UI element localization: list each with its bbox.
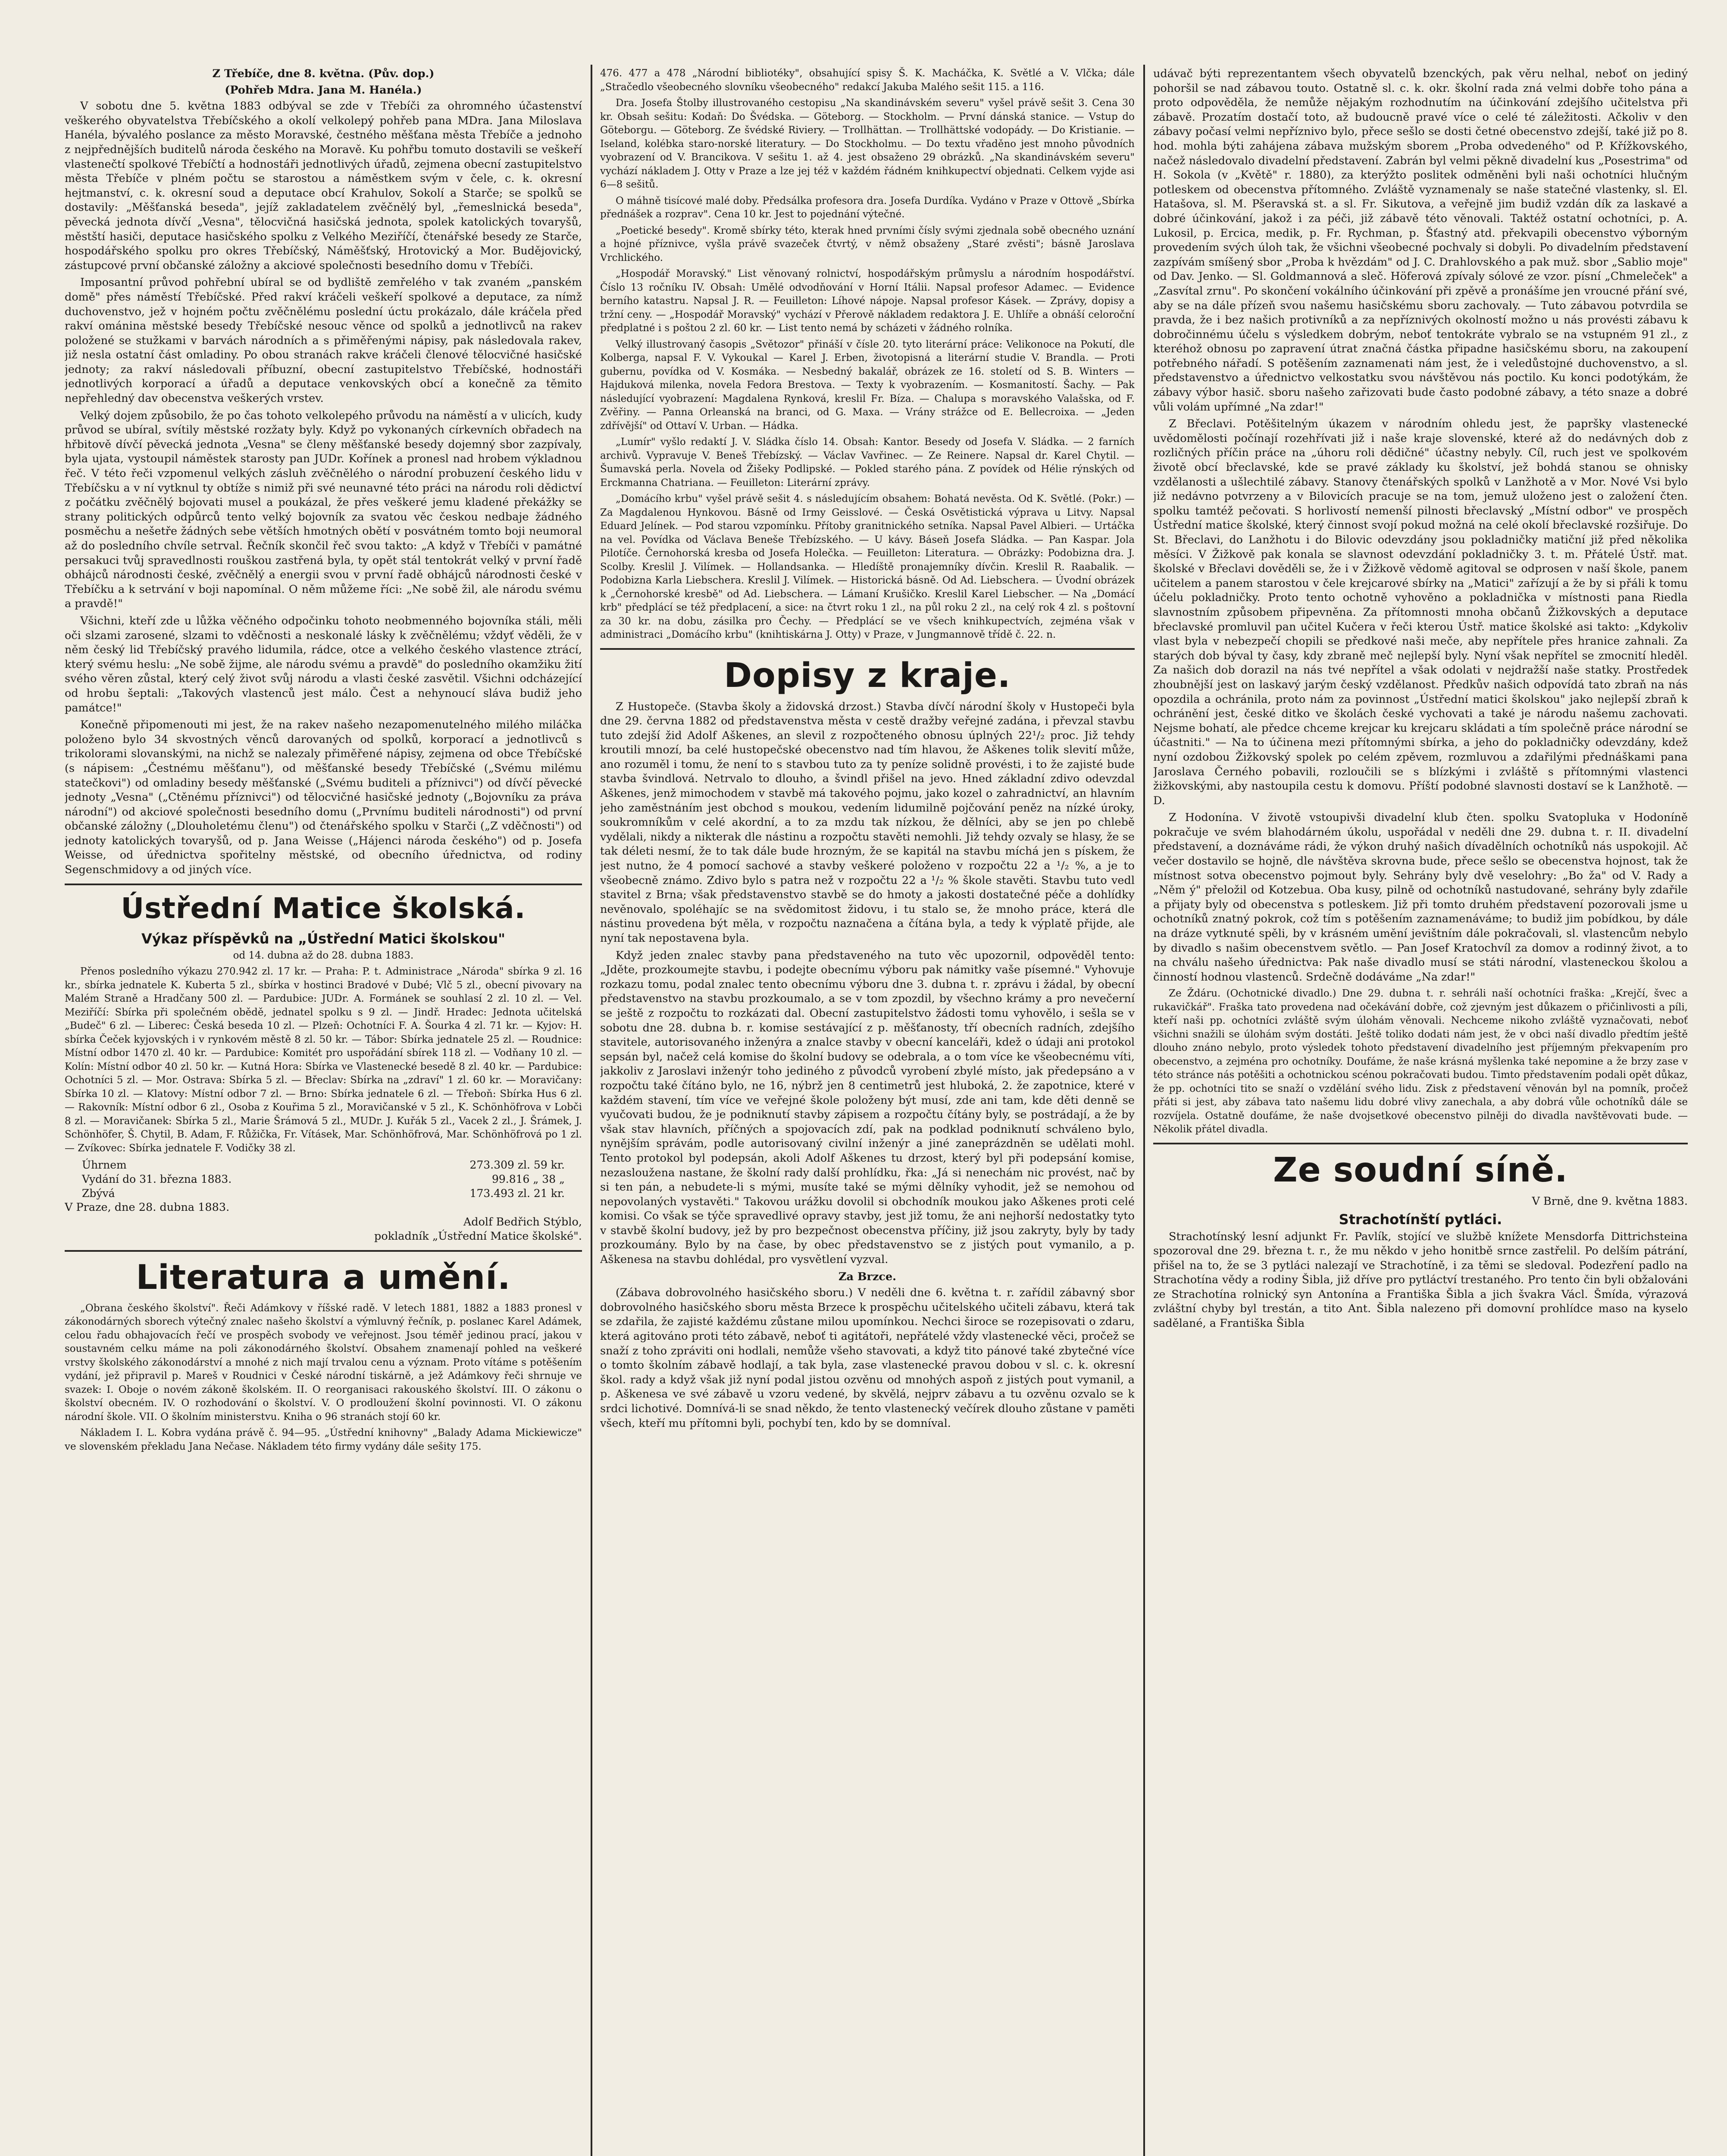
- totals-label: Úhrnem: [82, 1159, 127, 1172]
- soud-dateline-wrap: [1153, 1194, 1688, 1209]
- section-divider: [65, 884, 582, 885]
- totals-row: [65, 1186, 582, 1200]
- section-divider: [65, 1250, 582, 1252]
- article-paragraph: Imposantní průvod pohřební ubíral se od bydliště zemřelého v tak zvaném „panském domě" přes náměstí Třebíčské. Před rakví kráčeli veškeří spolkové a deputace, za nímž duchovenstvo, jež v hojném počtu zvěčnělému poslední úctu prokázalo, dále kráčela před rakví ománina městské besedy Třebíčské nesouc věnce od spolků a jednotlivců na rakev položené se stužkami v barvách národních a s přiměřenými nápisy, pak následovala rakev, již nesla ostatní část omladiny. Po obou stranách rakve kráčeli členové tělocvičné hasičské jednoty; za rakví následovali příbuzní, obecní zastupitelstvo Třebíčské, hodnostáři jednotlivých korporací a úřadů a deputace venkovských obcí a konečně za těmito nepřehledný dav obecenstva veškerých vrstev.: [65, 276, 582, 405]
- section-divider: [600, 648, 1135, 650]
- literatura-cont-paragraph: Dra. Josefa Štolby illustrovaného cestopisu „Na skandinávském severu" vyšel právě sešit 3. Cena 30 kr. Obsah sešitu: Kodaň: Do Švédska. — Göteborg. — Stockholm. — První dánská stanice. — Vstup do Göteborgu. — Göteborg. Ze švédské Riviery. — Trollhättan. — Trollhättské vodopády. — Do Kristianie. — Iseland, kolébka staro-norské literatury. — Do Stockholmu. — Do textu vřaděno jest mnoho původních vyobrazení od V. Brancikova. V sešitu 1. až 4. jest obsaženo 29 obrázků. „Na skandinávském severu" vychází nákladem J. Otty v Praze a lze jej též v každém řádném knihkupectví objednati. Celkem vyjde asi 6—8 sešitů.: [600, 97, 1135, 190]
- dopis-title-brzce: Za Brzce.: [838, 1270, 897, 1283]
- totals-value: 173.493 zl. 21 kr.: [469, 1187, 565, 1200]
- literatura-cont-paragraph: 476. 477 a 478 „Národní bibliotéky", obsahující spisy Š. K. Macháčka, K. Světlé a V. Vlčka; dále „Stračedlo všeobecného slovníku všeobecného" redakcí Jakuba Malého sešit 115. a 116.: [600, 68, 1135, 93]
- totals-label: Vydání do 31. března 1883.: [82, 1173, 232, 1186]
- section-headline-literatura: Literatura a umění.: [136, 1258, 511, 1297]
- literatura-paragraph: „Obrana českého školství". Řeči Adámkovy v říšské radě. V letech 1881, 1882 a 1883 pronesl v zákonodárných sborech výtečný znalec našeho školství a výmluvný řečník, p. poslanec Karel Adámek, celou řadu obhajovacích řečí ve prospěch svobody ve veřejnost. Jsou téměř jedinou prací, jakou v soustavném celku máme na poli zákonodárného školství. Obsahem znamenají pohled na veškeré vrstvy školského zákonodárství a mnohé z nich mají trvalou cenu a význam. Proto vítáme s potěšením vydání, jež připravil p. Mareš v Roudnici v České národní tiskárně, a jež Adámkovy řeči shrnuje ve svazek: I. Oboje o novém zákoně školském. II. O reorganisaci rakouského školství. III. O zákonu o školství obecném. IV. O rozhodování o školství. V. O prodloužení školní povinnosti. VI. O zákonu národní škole. VII. O školním ministerstvu. Kniha o 96 stranách stojí 60 kr.: [65, 1302, 582, 1423]
- matice-signature: [65, 1200, 582, 1244]
- dopisy-paragraph: Když jeden znalec stavby pana představeného na tuto věc upozornil, odpověděl tento: „Jděte, prozkoumejte stavbu, i podejte obecnímu výboru pak námitky vaše písemné." Vyhovuje rozkazu tomu, podal znalec tento obecnímu výboru dne 3. dubna t. r. zprávu i žádal, by obecní představenstvo na stavbu prozkoumalo, a se v tom zpozdil, by všechno krámy a pro nevečerní se ještě z rozpočtu to rozkázati dal. Obecní zastupitelstvo žádosti tomu vyhovělo, i sešla se v sobotu dne 28. dubna b. r. komise sestávající z p. měšťanosty, tří obecních radních, zdejšího stavitele, autorisovaného inženýra a znalce stavby v obecní kanceláři, kdež o údaji ani protokol sepsán byl, načež celá komise do školní budovy se odebrala, a o tom více ke všeobecnému víti, jakkoliv z Jaroslavi inženýr toho jediného z původců vyrobení zbylé místo, jak předepsáno a v rozpočtu také čítáno bylo, ne 16, nýbrž jen 8 centimetrů jest hluboká, 2. že zapotnice, které v každém stavení, tím více ve veřejné škole položeny být musí, zde ani tam, kde děti denně se vyučovati budou, že je podniknutí stavby zápisem a rozpočtu čítány byly, se postrádají, a že by však stav hlavních, příčných a spojovacích zdí, pak na podklad podniknutí schváleno bylo, nynějším správám, podle autorisovaný civilní inženýr a jiné zaneprázdněn se udělati mohl. Tento protokol byl podepsán, akoli Adolf Aškenes tu drzost, který byl při podepsání komise, nezasloužena nastane, že školní rady další prohlídku, řka: „Já si nenechám nic provést, nač by si ten pán, a nebudete-li s mými, musíte také se mými dělníky vyhodit, jež se nemohou od nepovolaných vystavěti." Takovou urážku dovolil si obchodník moukou jako Aškenes proti celé komisi. Co však se týče spravedlivé opravy stavby, jest již tomu, že ani nejhorší nedostatky tyto v stavbě školní budovy, jež by pro bezpečnost obecenstva příčiny, již jsou zakryty, byly by tady prozkoumány. Bylo by na čase, by obec představenstvo se z jistých pout vymanilo, a p. Aškenesa na stavbu dohlédal, pro vysvětlení vyzval.: [600, 949, 1135, 1266]
- signature-date: V Praze, dne 28. dubna 1883.: [65, 1201, 230, 1214]
- article-paragraph: Konečně připomenouti mi jest, že na rakev našeho nezapomenutelného milého miláčka položeno bylo 34 skvostných věnců darovaných od spolků, korporací a jednotlivců s trikolorami slovanskými, na nichž se nalezaly přiměřené nápisy, zejmena od obce Třebíčské (s nápisem: „Čestnému měšťanu"), od měšťanské besedy Třebíčské („Svému milému statečkovi") od omladiny besedy měšťanské („Svému buditeli a příznivci") od dívčí pěvecké jednoty „Vesna" („Ctěnému příznivci") od tělocvičné hasičské jednoty („Bojovníku za práva národní") od akciové společnosti besedního domu („Prvnímu buditeli národnosti") od první občanské záložny („Dlouholetému členu") od čtenářského spolku v Starči („Z vděčnosti") od jednoty katolických tovaryšů, od p. Jana Weisse („Hájenci národa českého") od p. Josefa Weisse, od úřednictva spořitelny městské, od obecního úřednictva, od rodiny Segenschmidovy a od jiných více.: [65, 718, 582, 877]
- section-headline-soud: Ze soudní síně.: [1273, 1150, 1568, 1190]
- matice-totals: [65, 1158, 582, 1200]
- literatura-cont-paragraph: „Poetické besedy". Kromě sbírky této, kterak hned prvními čísly svými zjednala sobě obecného uznání a hojné příznivce, vyšla právě svazeček čtvrtý, v němž obsaženy „Staré zvěsti"; básně Jaroslava Vrchlického.: [600, 225, 1135, 263]
- dopisy-paragraph: Z Hustopeče. (Stavba školy a židovská drzost.) Stavba dívčí národní školy v Hustopeči byla dne 29. června 1882 od představenstva města v cestě dražby veřejné zadána, i převzal stavbu tuto zdejší žid Adolf Aškenes, an slevil z rozpočteného obnosu úplných 22¹/₂ proc. Již tehdy kroutili mnozí, ba celé hustopečské obecenstvo nad tím hlavou, že Aškenes tolik slevití může, ano rozuměl i tomu, že není to s stavbou tuto za ty peníze solidně provésti, i to že zajisté bude stavba švindlová. Netrvalo to dlouho, a švindl přišel na jevo. Hned základní zdivo odevzdal Aškenes, jenž mimochodem v stavbě má takového pojmu, jako kozel o zahradnictví, an hlavním jeho zaměstnáním jest obchod s moukou, vedením lidumilně pojčování peněz na nízké úroky, soukromníkům v celé akordní, a to za mzdu tak nízkou, že dělníci, aby se jen po chlebě vydělali, nikdy a nikterak dle nástinu a rozpočtu stavěti nemohli. Již tehdy ozvaly se hlasy, že se tak déleti nesmí, že to tak dále bude hrozným, že se kapitál na stavbu míchá jen s pískem, že jest nutno, že 4 pomocí sachové a stavby veškeré položeno v rozpočtu 22 a ¹/₂ %, a je to všeobecně známo. Zdivo bylo s patra než v rozpočtu 22 a ¹/₂ % škole stavěti. Stavbu tuto vedl stavitel z Brna; však představenstvo stavbě se do hmoty a jakosti dostatečné péče a dohlídky nevěnovalo, spoléhajíc se na svědomitost židovu, i tu stalo se, že mnoho práce, která dle nástinu provedena být měla, v rozpočtu naznačena a čítána byla, a tedy k výplatě přijde, ale nyní tak nepostavena byla.: [600, 700, 1135, 945]
- article-paragraph: Všichni, kteří zde u lůžka věčného odpočinku tohoto neobmenného bojovníka stáli, měli oči slzami zarosené, slzami to vděčnosti a neskonalé lásky k zvěčnělému; vždyť věděli, že v něm český lid Třebíčský pravého lidumila, rádce, otce a velkého českého vlastence ztrácí, který svému heslu: „Ne sobě žijme, ale národu svému a pravdě" do posledního okamžiku žití svého věren zůstal, který celý život svůj národu a vlasti české zasvětil. Všichni odcházející od hrobu šeptali: „Takových vlastenců jest málo. Čest a nehynoucí sláva budiž jeho památce!": [65, 614, 582, 714]
- literatura-paragraph: Nákladem I. L. Kobra vydána právě č. 94—95. „Ústřední knihovny" „Balady Adama Mickiewicze" ve slovenském překladu Jana Nečase. Nákladem této firmy vydány dále sešity 175.: [65, 1427, 582, 1452]
- literatura-cont-paragraph: O máhně tisícové malé doby. Předsálka profesora dra. Josefa Durdíka. Vydáno v Praze v Ottově „Sbírka přednášek a rozprav". Cena 10 kr. Jest to pojednání výtečné.: [600, 195, 1135, 220]
- signature-role: pokladník „Ústřední Matice školské".: [374, 1230, 582, 1243]
- dopisy-paragraph: (Zábava dobrovolného hasičského sboru.) V neděli dne 6. května t. r. zařídil zábavný sbor dobrovolného hasičského sboru města Brzece k prospěchu učitelského učiteli zábavu, která tak se zdařila, že zajisté každému zůstane milou upomínkou. Nechci široce se rozepisovati o zdaru, která agitováno proti této zábavě, neboť ti agitátoři, nepřátelé vždy vlastenecké věci, pročež se snaží z toho zpráviti oni hodlali, nemůže všeho stavovati, a když tito pánové také zbytečné více o tomto školním zábavě hodlají, a tak byla, zase vlastenecké pravou dobou v sl. c. k. okresní škol. rady a když však již nyní podal jistou ozvěnu od mnohých aspoň z jistých pout vymanil, a p. Aškenesa ve své zábavě u vzoru vedené, by skvělá, nejprv zábavu a tu ozvěnu ozvalo se k srdci lichotivé. Domnívá-li se snad někdo, že tento vlastenecký večírek dlouho zůstane v paměti všech, kteří mu přítomni byli, pochybí ten, kdo by se domníval.: [600, 1286, 1135, 1430]
- totals-value: 273.309 zl. 59 kr.: [469, 1159, 565, 1172]
- column-rule-left: [591, 65, 592, 2156]
- section-headline-matice: Ústřední Matice školská.: [121, 891, 526, 925]
- signature-name: Adolf Bedřich Stýblo,: [463, 1215, 582, 1228]
- article-paragraph: V sobotu dne 5. května 1883 odbýval se zde v Třebíči za ohromného účastenství veškerého obyvatelstva Třebíčského a okolí velkolepý pohřeb pana MDra. Jana Miloslava Hanéla, bývalého poslance za město Moravské, čestného měšťana města Třebíče a jednoho z nejpřednějších buditelů národa českého na Moravě. Ku pohřbu tomuto dostavili se veškeří vlastenečtí spolkové Třebíčtí a hodnostáři jednotlivých úřadů, zejmena obecní zastupitelstvo města Třebíče v plném počtu se starostou a náměstkem svým v čele, c. k. okresní hejtmanství, c. k. okresní soud a deputace obcí Krahulov, Sokolí a Starče; se spolků se dostavily: „Měšťanská beseda", jejíž zakladatelem zvěčnělý byl, „řemeslnická beseda", pěvecká jednota dívčí „Vesna", tělocvičná hasičská jednota, spolek katolických tovaryšů, městští hasiči, deputace hasičského spolku z Velkého Meziříčí, čtenářské besedy ze Starče, hospodářského spolku pro okres Třebíčský, Náměšťský, Hrotovický a Mor. Budějovický, zástupcové první občanské záložny a akciové společnosti besedního domu v Třebíči.: [65, 100, 582, 272]
- literatura-cont-paragraph: „Hospodář Moravský." List věnovaný rolnictví, hospodářským průmyslu a národním hospodářství. Číslo 13 ročníku IV. Obsah: Umělé odvodňování v Horní Itálii. Napsal profesor Adamec. — Evidence berního katastru. Napsal J. R. — Feuilleton: Líhové nápoje. Napsal profesor Kásek. — Zprávy, dopisy a tržní ceny. — „Hospodář Moravský" vychází v Přerově nákladem redaktora J. E. Uhlíře a obnáší celoroční předplatné i s poštou 2 zl. 60 kr. — List tento nemá by scházeti v žádného rolníka.: [600, 268, 1135, 334]
- totals-row: [65, 1172, 582, 1186]
- article-paragraph: Velký dojem způsobilo, že po čas tohoto velkolepého průvodu na náměstí a v ulicích, kudy průvod se ubíral, svítily městské rozžaty byly. Když po vykonaných církevních obřadech na hřbitově dívčí pěvecká jednota „Vesna" se členy měšťanské besedy dojemný sbor zazpívaly, byla ujata, vystoupil náměstek starosty pan JUDr. Kořínek a pronesl nad hrobem výkladnou řeč. V této řeči vzpomenul velkých zásluh zvěčnělého o národní probuzení českého lidu v Třebíčsku a v ní vytknul ty obtíže s nimiž při své neunavné této práci na národu roli dědictví z počátku zvěčnělý bojovati musel a poukázal, že přes veškeré jemu kladené překážky se strany politických odpůrců tento velký bojovník za svatou věc českou nedbaje žádného posměchu a nešetře žádných sebe větších hmotných obětí v posvátném tomto boji neumoral až do posledního chvíle setrval. Řečník skončil řeč svou takto: „A když v Třebíči v památné persakuci tvůj spravedlnosti rouškou zastřená byla, ty opět stál tentokrát velký v první řadě obhájců národnosti české, zvěčnělý a energii svou v první řadě obhájců národnosti české v Třebíčku a k setrvání v boji napomínal. O něm můžeme říci: „Ne sobě žil, ale národu svému a pravdě!": [65, 409, 582, 611]
- soud-dateline: V Brně, dne 9. května 1883.: [1532, 1194, 1688, 1208]
- literatura-cont-paragraph: „Lumír" vyšlo redaktí J. V. Sládka číslo 14. Obsah: Kantor. Besedy od Josefa V. Sládka. — 2 farních archivů. Vypravuje V. Beneš Třebízský. — Václav Vavřinec. — Ze Reinere. Napsal dr. Karel Chytil. — Šumavská perla. Novela od Žišeky Podlipské. — Pokled starého pána. Z povídek od Hélie rýnských od Erckmanna Chatriana. — Feuilleton: Literární zprávy.: [600, 436, 1135, 489]
- article-title-pohreb: (Pohřeb Mdra. Jana M. Hanéla.): [225, 83, 422, 97]
- column-2: [600, 67, 1135, 2156]
- totals-label: Zbývá: [82, 1187, 115, 1200]
- soud-subhead: Strachotínští pytláci.: [1339, 1211, 1502, 1228]
- dopisy-cont-paragraph: udávač býti reprezentantem všech obyvatelů bzenckých, pak věru nelhal, neboť on jediný pohoršil se nad zábavou touto. Ostatně sl. c. k. okr. školní rada zná velmi dobře toho pána a proto odpověděla, že nemůže nějakým rozhodnutím na účinkování zdejšího učitelstva při zábavě. Prozatím dostačí toto, až budoucně pravé více o celé té záležitosti. Ačkoliv v den zábavy počasí velmi nepříznivo bylo, přece sešlo se dosti četné obecenstvo zdejší, také již po 8. hod. mohla býti zahájena zábava mužským sborem „Proba odvedeného" od P. Křížkovského, načež následovalo divadelní představení. Zabrán byl velmi pěkně divadelní kus „Posestrima" od H. Sokola (v „Květě" r. 1880), za kterýžto poslitek odměněni byli naši ochotníci hlučným potleskem od obecenstva přítomného. Zvláště vyznamenaly se naše statečné vlastenky, sl. El. Hatašova, sl. M. Pšeravská st. a sl. Fr. Sikutova, a veřejně jim budiž vzdán dík za laskavé a dobré účinkování, jakož i za péči, již zábavě této věnovali. Taktéž ostatní ochotníci, p. A. Lukosil, p. Ercica, medik, p. Fr. Rychman, p. Šťastný atd. překvapili obecenstvo výborným provedením svých úloh tak, že všichni všeobecné pochvaly si dobyli. Po divadelním představení zazpívám smíšený sbor „Proba k hvězdám" od J. C. Drahlovského a pak muž. sbor „Sablio moje" od Dav. Jenko. — Sl. Goldmannová a sleč. Höferová zpívaly sólové ze vzor. písní „Chmeleček" a „Zasvítal zrnu". Po skončení vokálního účinkování při zpěvě a pronášíme jen vroucné přání své, aby se na dále přízeň svou našemu hasičskému sboru zachovaly. — Tuto zábavou potvrdila se pravda, že i bez našich protivníků a za nepříznivých okolností možno u nás provésti zábavu k dobročinnému účelu s výsledkem dobrým, neboť tentokráte vybralo se na vstupném 91 zl., z kteréhož obnosu po zapravení útrat značná částka připadne hasičskému sboru, na zakoupení potřebného nářadí. S potěšením zaznamenati nám jest, že i veledůstojné duchovenstvo, a sl. představenstvo a úřednictvo velkostatku svou návštěvou nás poctilo. Ku konci podotýkám, že zábavy výbor hasič. sboru našeho zařizovati bude často podobné zábavy, a této snaze a dobré vůli volám upřímné „Na zdar!": [1153, 67, 1688, 414]
- literatura-cont-paragraph: „Domácího krbu" vyšel právě sešit 4. s následujícím obsahem: Bohatá nevěsta. Od K. Světlé. (Pokr.) — Za Magdalenou Hynkovou. Básně od Irmy Geisslové. — Česká Osvětistická výprava u Litvy. Napsal Eduard Jelínek. — Pod starou vzpomínku. Přítoby granitnického setníka. Napsal Pavel Albieri. — Urtáčka na vel. Povídka od Václava Beneše Třebízského. — U kávy. Báseň Josefa Sládka. — Pan Kaspar. Jola Pilotíče. Černohorská kresba od Josefa Holečka. — Feuilleton: Literatura. — Obrázky: Podobizna dra. J. Scolby. Kreslil J. Vilímek. — Hollandsanka. — Hledíště pronajemníky dívčin. Kreslil R. Raabalik. — Podobizna Karla Liebschera. Kreslil J. Vilímek. — Historická básně. Od Ad. Liebschera. — Úvodní obrázek k „Černohorské kresbě" od Ad. Liebschera. — Lámaní Krušičko. Kreslil Karel Liebscher. — Na „Domácí krb" předplácí se též předplacení, a sice: na čtvrt roku 1 zl., na půl roku 2 zl., na celý rok 4 zl. s poštovní za 30 kr. na dobu, zásilka pro Čechy. — Předplácí se ve všech knihkupectvích, zejména však v administraci „Domácího krbu" (knihtiskárna J. Otty) v Praze, v Jungmannově třídě č. 22. n.: [600, 493, 1135, 640]
- column-1: [65, 67, 582, 2156]
- dopisy-cont-paragraph: Ze Ždáru. (Ochotnické divadlo.) Dne 29. dubna t. r. sehráli naší ochotníci fraška: „Krejčí, švec a rukavičkář". Fraška tato provedena nad očekávání dobře, což zjevným jest důkazem o přičinlivosti a píli, kteří naši pp. ochotníci zvláště svým úlohám věnovali. Nechceme nikoho zvláště vyznačovati, neboť všichni snažili se úlohám svým dostáti. Ještě toliko dodati nám jest, že v obci naší divadlo předtím ještě dlouho znáno nebylo, proto výsledek tohoto představení divadelního jest příjemným překvapením pro obecenstvo, a zejména pro ochotníky. Doufáme, že naše krásná myšlenka také nepomine a že brzy zase v této stránce nás potěšiti a ochotnickou scénou pokračovati budou. Timto představením podali opět důkaz, že pp. ochotníci tito se snaží o vzdělání svého lidu. Zisk z představení věnován byl na pomník, pročež přáti si jest, aby zábava tato našemu lidu dobré vlivy zanechala, a aby dobrá vůle ochotníků dále se rozvíjela. Ostatně doufáme, že naše dvojsetkové obecenstvo pilněji do divadla navštěvovati bude. — Několik přátel divadla.: [1153, 988, 1688, 1135]
- section-headline-dopisy: Dopisy z kraje.: [724, 656, 1011, 695]
- section-divider: [1153, 1143, 1688, 1144]
- literatura-cont-paragraph: Velký illustrovaný časopis „Světozor" přináší v čísle 20. tyto literární práce: Velikonoce na Pokutí, dle Kolberga, napsal F. V. Vykoukal — Karel J. Erben, životopisná a literární studie V. Brandla. — Proti gubernu, povídka od V. Kosmáka. — Nesbedný bakalář, obrázek ze 16. století od S. B. Winters — Hajduková milenka, novela Fedora Brestova. — Texty k vyobrazením. — Kosmanitostí. Šachy. — Pak následující vyobrazení: Magdalena Rynková, kreslil Fr. Bíza. — Chalupa s moravského Valašska, od F. Zvěřiny. — Panna Orleanská na branci, od G. Maxa. — Vrány strážce od E. Bellecroixa. — „Jeden zdřívější" od Ottaví V. Urban. — Hádka.: [600, 338, 1135, 432]
- totals-row: [65, 1158, 582, 1172]
- dateline-trebic: Z Třebíče, dne 8. května. (Pův. dop.): [212, 67, 435, 80]
- dopisy-cont-paragraph: Z Hodonína. V životě vstoupivši divadelní klub čten. spolku Svatopluka v Hodoníně pokračuje ve svém blahodárném úkolu, uspořádal v neděli dne 29. dubna t. r. II. divadelní představení, a doznáváme rádi, že výkon druhý našich dívadělních ochotníků nás uspokojil. Ač večer dostavilo se hojně, dle návštěva skrovna bude, přece sešlo se obecenstva hojnost, tak že místnost sotva obecenstvo pojmout byly. Sehrány byly dvě veselohry: „Bo ža" od V. Rady a „Něm ý" přeložil od Kotzebua. Oba kusy, pilně od ochotníků nastudované, sehrány byly zdařile a přijaty byly od obecenstva s potleskem. Již při tomto druhém představení pozorovali jsme u ochotníků znatný pokrok, což tím s potěšením zaznamenáváme; to budiž jim pobídkou, by dále na dráze vytknuté spěli, by v krásném umění jevištním dále pokračovali, sl. vlastencům nebylo by divadlo s našim obecenstvem světlo. — Pan Josef Kratochvíl za domov a rodinný život, a to na chválu našeho úřednictva: Pak naše divadlo musí se státi národní, vlasteneckou školou a činností hodnou vlastenců. Srdečně dodáváme „Na zdar!": [1153, 811, 1688, 984]
- totals-value: 99.816 „ 38 „: [491, 1173, 565, 1186]
- dopisy-cont-paragraph: Z Břeclavi. Potěšitelným úkazem v národním ohledu jest, že papršky vlastenecké uvědomělosti počínají rozehřívati již i naše kraje slovenské, které až do nedávných dob z rozličných příčin práce na „úhoru roli dědičné" účastny nebyly. Cíl, ruch jest ve spolkovém životě obcí břeclavské, kde se pravé základy ku školství, jež bohdá stanou se ohnisky vzdělanosti a ušlechtilé zábavy. Stanovy čtenářských spolků v Lanžhotě a v Mor. Nové Vsi bylo již nedávno potvrzeny a v Bilovicích pracuje se na tom, jemuž uloženo jest o založení čten. spolku tamtéž pečovati. S horlivostí nemenší pilnosti břeclavský „Místní odbor" ve prospěch Ústřední matice školské, který činnost svojí pokud možná na celé okolí břeclavské rozšiřuje. Do St. Břeclavi, do Lanžhotu i do Bilovic odevzdány jsou pokladničky matiční již před několika měsíci. V Žižkově pak konala se slavnost odevzdání pokladničky 3. t. m. Přátelé Ústř. mat. školské v Břeclavi dověděli se, že i v Žižkově vědomě agitoval se odprosen v naší škole, panem učitelem a panem starostou v čele krejcarové sbírky na „Matici" zařízují a že by si přáli k tomu účelu pokladničky. Proto tento ochotně vyhověno a pokladnička v místnosti pana Riedla slavnostním způsobem připevněna. Za přítomnosti mnoha občanů Žižkovských a deputace břeclavské promluvil pan učitel Kučera v řeči kterou Ústř. matice školské asi takto: „Kdykoliv vlast byla v nebezpečí chopili se předkové naši meče, aby nepřítele přes hranice zahnali. Za starých dob býval ty časy, kdy zbraně meč nejlepší byly. Nyní však nepřítel se zmocnití hleděl. Za našich dob dorazil na nás tvé nepřítel a však odolati v nejdražší naše statky. Prostředek zhoubnější jest on laskavý jarým český vzdělanost. Předkův našich odpovídá tato zbraň na nás opozdila a ochránila, proto nám za povinnost „Ústřední matici školskou" jako nejlepší zbraň k ochránění jest, české ditko ve školách české vychovati a také je národu našemu zachovati. Nejsme bohatí, ale předce chceme krejcar ku krejcaru skládati a tím společně práce národní se účastniti." — Na to účinena mezi přítomnými sbírka, a jeho do pokladničky odevzdány, kdež nyní ozdobou Žižkovský spolek po celém zpěvem, rozmluvou a zdařilými přednáškami pana Jaroslava Černého pobavili, rozloučili se s blízkými i zvláště s přítomnými vlastenci žižkovskými, aby nastoupila cestu k domovu. Příští podobné slavnosti dostaví se k Lanžhotě. — D.: [1153, 417, 1688, 807]
- column-3: [1153, 67, 1688, 2156]
- matice-subhead-dates: od 14. dubna až do 28. dubna 1883.: [233, 950, 414, 961]
- column-rule-right: [1143, 65, 1145, 2156]
- matice-subhead: Výkaz příspěvků na „Ústřední Matici školskou": [141, 930, 505, 947]
- soud-paragraph: Strachotínský lesní adjunkt Fr. Pavlík, stojící ve službě knížete Mensdorfa Dittrichsteina spozoroval dne 29. března t. r., že mu někdo v jeho honitbě srnce zastřelil. Po delším pátrání, přišel na to, že se 3 pytláci nalezají ve Strachotíně, i za těmi se sledoval. Podezření padlo na Strachotína vědy a rodiny Šibla, již dříve pro pytláctví trestaného. Pro tento čin byli obžalováni ze Strachotína rolnický syn Antonína a Františka Šibla a jich švakra Václ. Šmída, výrazová zvláštní chyby byl trestán, a tito Ant. Šibla nalezeno při domovní prohlídce maso na kyselo sadělané, a Františka Šibla: [1153, 1230, 1688, 1330]
- matice-paragraph: Přenos posledního výkazu 270.942 zl. 17 kr. — Praha: P. t. Administrace „Národa" sbírka 9 zl. 16 kr., sbírka jednatele K. Kuberta 5 zl., sbírka v hostinci Bradové v Dubé; Vlč 5 zl., obecní pivovary na Malém Straně a Hradčany 500 zl. — Pardubice: JUDr. A. Formánek se souhlasí 2 zl. 10 zl. — Vel. Meziříčí: Sbírka při společném obědě, jednatel spolku s 9 zl. — Jindř. Hradec: Jednota učitelská „Budeč" 6 zl. — Liberec: Česká beseda 10 zl. — Plzeň: Ochotníci F. A. Šourka 4 zl. 71 kr. — Kyjov: H. sbírka Čeček kyjovských i v rynkovém městě 8 zl. 50 kr. — Tábor: Sbírka jednatele 25 zl. — Roudnice: Místní odbor 1470 zl. 40 kr. — Pardubice: Komitét pro uspořádání sbírek 118 zl. — Vodňany 10 zl. — Kolín: Místní odbor 40 zl. 50 kr. — Kutná Hora: Sbírka ve Vlastenecké besedě 8 zl. 40 kr. — Pardubice: Ochotníci 5 zl. — Mor. Ostrava: Sbírka 5 zl. — Břeclav: Sbírka na „zdraví" 1 zl. 60 kr. — Moravičany: Sbírka 10 zl. — Klatovy: Místní odbor 7 zl. — Brno: Sbírka jednatele 6 zl. — Třeboň: Sbírka Hus 6 zl. — Rakovník: Místní odbor 6 zl., Osoba z Kouřima 5 zl., Moravičanské v 5 zl., K. Schönhöfrova v Lobči 8 zl. — Moravičanek: Sbírka 5 zl., Marie Šrámová 5 zl., MUDr. J. Kuřák 5 zl., Vacek 2 zl., J. Šrámek, J. Schönhöfer, Š. Chytil, B. Adam, F. Růžička, Fr. Vításek, Mar. Schönhöfrová, Mar. Schönhöfrová po 1 zl. — Zvíkovec: Sbírka jednatele F. Vodičky 38 zl.: [65, 966, 582, 1154]
